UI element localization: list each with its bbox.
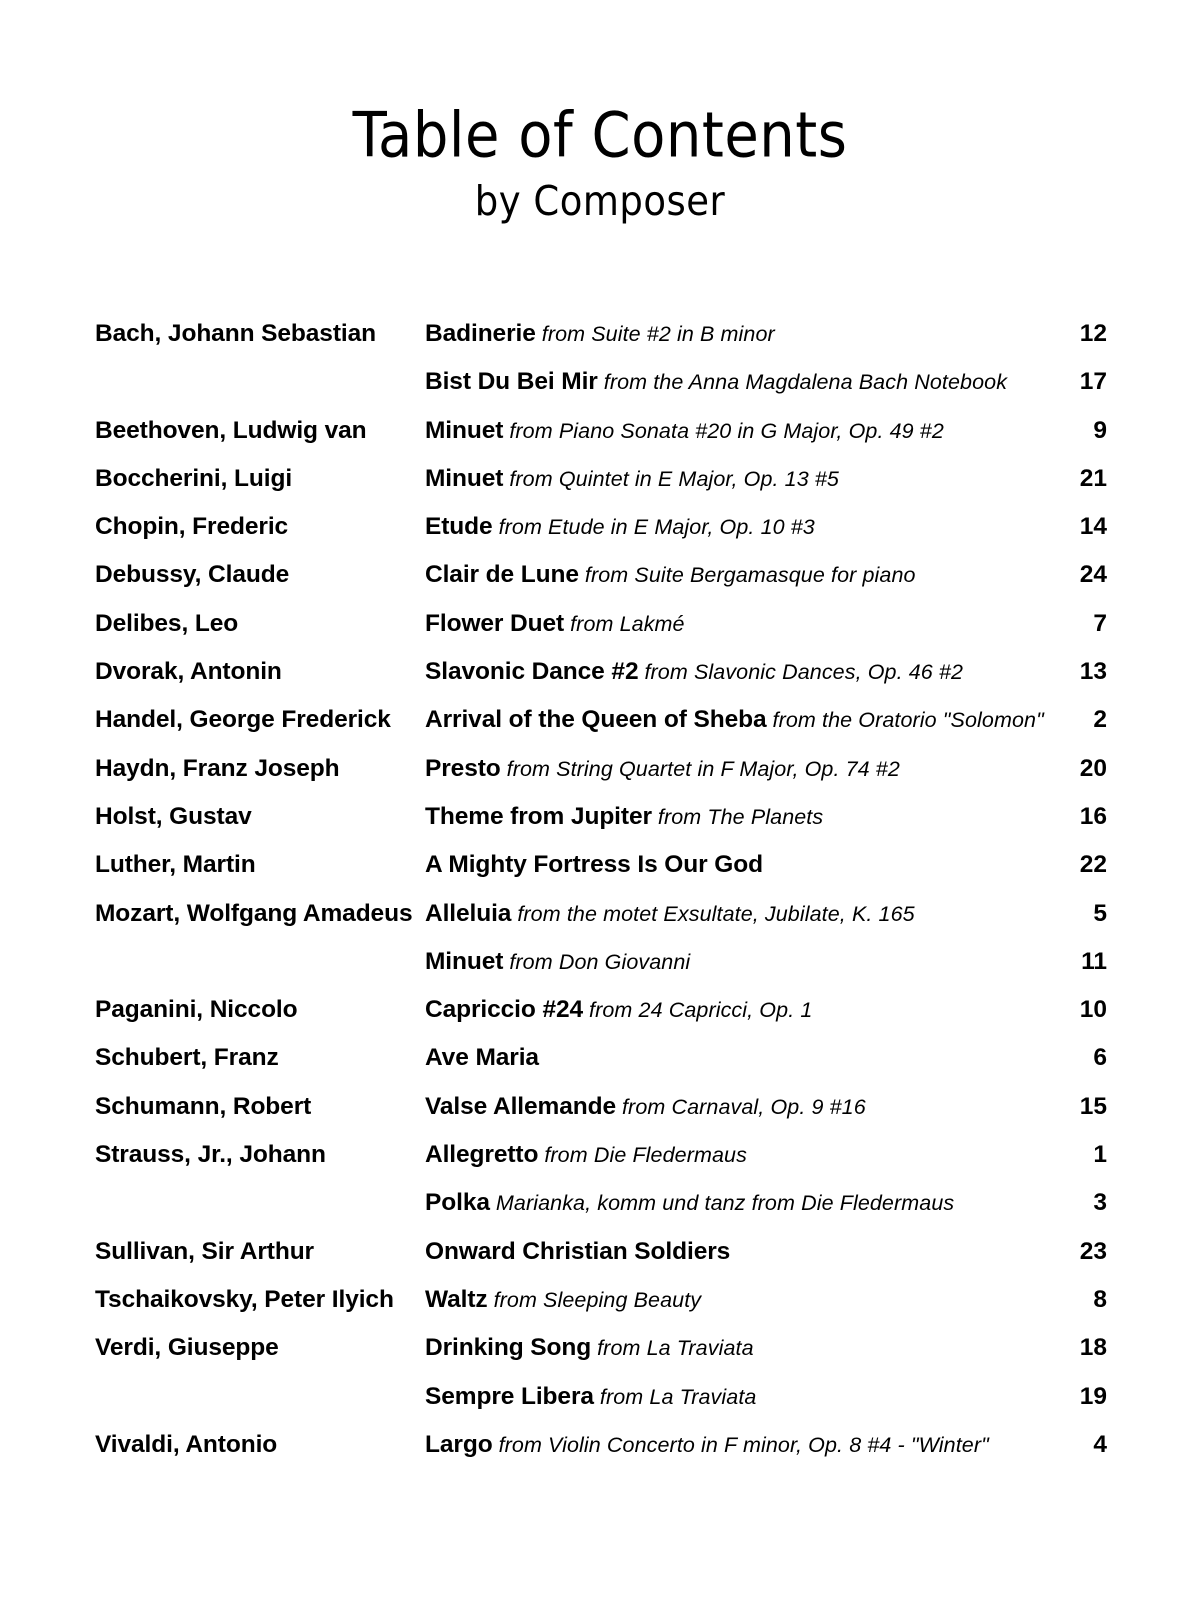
work-source: from Violin Concerto in F minor, Op. 8 #4 - "Winter" bbox=[498, 1432, 989, 1457]
work-cell bbox=[425, 1044, 1037, 1092]
work-title: Sempre Libera bbox=[425, 1382, 594, 1410]
work-cell bbox=[425, 465, 1037, 513]
work-title: Etude bbox=[425, 513, 493, 541]
work-title: Slavonic Dance #2 bbox=[425, 658, 639, 686]
work-source: from Lakmé bbox=[570, 611, 685, 636]
table-row bbox=[95, 1383, 1107, 1431]
work-cell bbox=[425, 1238, 1037, 1286]
composer-name: Chopin, Frederic bbox=[95, 513, 289, 541]
work-source: from String Quartet in F Major, Op. 74 #2 bbox=[506, 756, 900, 781]
work-title: A Mighty Fortress Is Our God bbox=[425, 851, 763, 879]
work-source: from La Traviata bbox=[599, 1384, 757, 1409]
page-number: 13 bbox=[1079, 658, 1107, 686]
composer-name: Tschaikovsky, Peter Ilyich bbox=[95, 1285, 394, 1313]
work-source: from Etude in E Major, Op. 10 #3 bbox=[498, 515, 815, 540]
page-number: 12 bbox=[1079, 320, 1107, 347]
work-title: Badinerie bbox=[425, 320, 536, 347]
composer-name: Dvorak, Antonin bbox=[95, 658, 282, 686]
work-source: from The Planets bbox=[657, 804, 824, 829]
page-number: 3 bbox=[1093, 1189, 1107, 1217]
composer-name: Boccherini, Luigi bbox=[95, 464, 293, 492]
table-of-contents bbox=[95, 320, 1107, 1479]
page-number: 15 bbox=[1079, 1092, 1107, 1120]
work-cell bbox=[425, 1189, 1037, 1237]
work-title: Polka bbox=[425, 1189, 490, 1217]
table-row bbox=[95, 900, 1107, 948]
composer-name: Debussy, Claude bbox=[95, 561, 290, 589]
work-source: from Sleeping Beauty bbox=[493, 1287, 702, 1312]
page-number: 24 bbox=[1079, 561, 1107, 589]
page-number: 14 bbox=[1079, 513, 1107, 541]
work-cell bbox=[425, 1093, 1037, 1141]
page-number: 6 bbox=[1093, 1044, 1107, 1072]
work-cell bbox=[425, 803, 1037, 851]
page-number: 19 bbox=[1079, 1382, 1107, 1410]
work-title: Minuet bbox=[425, 947, 504, 975]
table-row bbox=[95, 513, 1107, 561]
page-number: 8 bbox=[1093, 1285, 1107, 1313]
work-title: Ave Maria bbox=[425, 1044, 539, 1072]
page-subtitle: by Composer bbox=[474, 177, 726, 225]
page-number: 7 bbox=[1093, 609, 1107, 637]
table-row bbox=[95, 1431, 1107, 1479]
composer-name: Holst, Gustav bbox=[95, 802, 252, 830]
page-number: 1 bbox=[1093, 1141, 1107, 1169]
work-source: Marianka, komm und tanz from Die Fledermaus bbox=[495, 1191, 955, 1216]
work-source: from Die Fledermaus bbox=[544, 1143, 747, 1168]
composer-name: Mozart, Wolfgang Amadeus bbox=[95, 899, 413, 927]
table-row bbox=[95, 755, 1107, 803]
table-row bbox=[95, 610, 1107, 658]
work-title: Valse Allemande bbox=[425, 1092, 616, 1120]
work-source: from Carnaval, Op. 9 #16 bbox=[621, 1094, 866, 1119]
page-number: 11 bbox=[1081, 947, 1107, 975]
composer-name: Handel, George Frederick bbox=[95, 706, 391, 734]
work-title: Alleluia bbox=[425, 899, 512, 927]
work-cell bbox=[425, 1286, 1037, 1334]
work-title: Minuet bbox=[425, 464, 504, 492]
table-row bbox=[95, 851, 1107, 899]
page-number: 18 bbox=[1079, 1334, 1107, 1362]
table-row bbox=[95, 706, 1107, 754]
work-cell bbox=[425, 368, 1037, 416]
page-number: 2 bbox=[1093, 706, 1107, 734]
composer-name: Schubert, Franz bbox=[95, 1044, 279, 1072]
page-number: 17 bbox=[1079, 368, 1107, 396]
page-number: 23 bbox=[1079, 1237, 1107, 1265]
work-cell bbox=[425, 610, 1037, 658]
composer-name: Haydn, Franz Joseph bbox=[95, 754, 340, 782]
table-row bbox=[95, 658, 1107, 706]
work-cell bbox=[425, 561, 1037, 609]
work-title: Allegretto bbox=[425, 1141, 539, 1169]
work-title: Presto bbox=[425, 754, 501, 782]
table-row bbox=[95, 948, 1107, 996]
work-source: from 24 Capricci, Op. 1 bbox=[589, 998, 813, 1023]
work-cell bbox=[425, 417, 1037, 465]
page-number: 21 bbox=[1079, 464, 1107, 492]
table-row bbox=[95, 996, 1107, 1044]
table-row bbox=[95, 320, 1107, 368]
work-title: Drinking Song bbox=[425, 1334, 592, 1362]
page-number: 10 bbox=[1079, 996, 1107, 1024]
work-cell bbox=[425, 706, 1044, 754]
work-source: from the Oratorio "Solomon" bbox=[772, 708, 1044, 733]
composer-name: Bach, Johann Sebastian bbox=[95, 320, 376, 347]
page-number: 5 bbox=[1093, 899, 1107, 927]
work-cell bbox=[425, 513, 1037, 561]
work-cell bbox=[425, 996, 1037, 1044]
work-cell bbox=[425, 1141, 1037, 1189]
composer-name: Strauss, Jr., Johann bbox=[95, 1141, 326, 1169]
work-source: from Don Giovanni bbox=[509, 949, 691, 974]
table-row bbox=[95, 465, 1107, 513]
work-title: Onward Christian Soldiers bbox=[425, 1237, 731, 1265]
work-title: Bist Du Bei Mir bbox=[425, 368, 598, 396]
composer-name: Paganini, Niccolo bbox=[95, 996, 298, 1024]
composer-name: Verdi, Giuseppe bbox=[95, 1334, 279, 1362]
page-number: 9 bbox=[1093, 416, 1107, 444]
work-source: from Quintet in E Major, Op. 13 #5 bbox=[509, 466, 839, 491]
work-source: from Slavonic Dances, Op. 46 #2 bbox=[644, 660, 964, 685]
composer-name bbox=[95, 368, 425, 416]
page-number: 16 bbox=[1079, 802, 1107, 830]
title-block bbox=[0, 0, 1200, 225]
work-cell bbox=[425, 755, 1037, 803]
table-row bbox=[95, 1286, 1107, 1334]
work-cell bbox=[425, 320, 1037, 368]
page-number: 22 bbox=[1079, 851, 1107, 879]
table-row bbox=[95, 803, 1107, 851]
composer-name: Luther, Martin bbox=[95, 851, 256, 879]
work-title: Theme from Jupiter bbox=[425, 802, 652, 830]
composer-name bbox=[95, 1189, 425, 1237]
work-source: from the motet Exsultate, Jubilate, K. 165 bbox=[517, 901, 915, 926]
composer-name bbox=[95, 1383, 425, 1431]
page-title: Table of Contents bbox=[352, 99, 848, 173]
work-source: from Suite #2 in B minor bbox=[541, 322, 775, 346]
page-number: 20 bbox=[1079, 754, 1107, 782]
table-row bbox=[95, 1334, 1107, 1382]
work-cell bbox=[425, 1431, 1037, 1479]
composer-name: Sullivan, Sir Arthur bbox=[95, 1237, 314, 1265]
work-title: Clair de Lune bbox=[425, 561, 579, 589]
work-title: Capriccio #24 bbox=[425, 996, 584, 1024]
composer-name: Beethoven, Ludwig van bbox=[95, 416, 367, 444]
table-row bbox=[95, 1238, 1107, 1286]
work-cell bbox=[425, 1334, 1037, 1382]
work-cell bbox=[425, 948, 1037, 996]
composer-name: Delibes, Leo bbox=[95, 609, 239, 637]
table-row bbox=[95, 1189, 1107, 1237]
work-cell bbox=[425, 900, 1037, 948]
table-row bbox=[95, 1093, 1107, 1141]
work-source: from Suite Bergamasque for piano bbox=[584, 563, 916, 588]
composer-name: Vivaldi, Antonio bbox=[95, 1430, 278, 1458]
table-row bbox=[95, 417, 1107, 465]
work-source: from Piano Sonata #20 in G Major, Op. 49 #2 bbox=[509, 418, 944, 443]
work-source: from the Anna Magdalena Bach Notebook bbox=[603, 370, 1008, 395]
work-cell bbox=[425, 1383, 1037, 1431]
table-row bbox=[95, 561, 1107, 609]
work-title: Flower Duet bbox=[425, 609, 565, 637]
work-title: Minuet bbox=[425, 416, 504, 444]
table-row bbox=[95, 1141, 1107, 1189]
table-row bbox=[95, 1044, 1107, 1092]
toc-body bbox=[95, 320, 1107, 1479]
page-number: 4 bbox=[1093, 1430, 1107, 1458]
work-title: Waltz bbox=[425, 1285, 488, 1313]
composer-name bbox=[95, 948, 425, 996]
work-cell bbox=[425, 658, 1037, 706]
table-row bbox=[95, 368, 1107, 416]
work-cell bbox=[425, 851, 1037, 899]
composer-name: Schumann, Robert bbox=[95, 1092, 312, 1120]
work-title: Largo bbox=[425, 1430, 493, 1458]
work-title: Arrival of the Queen of Sheba bbox=[425, 706, 767, 734]
work-source: from La Traviata bbox=[597, 1336, 754, 1361]
